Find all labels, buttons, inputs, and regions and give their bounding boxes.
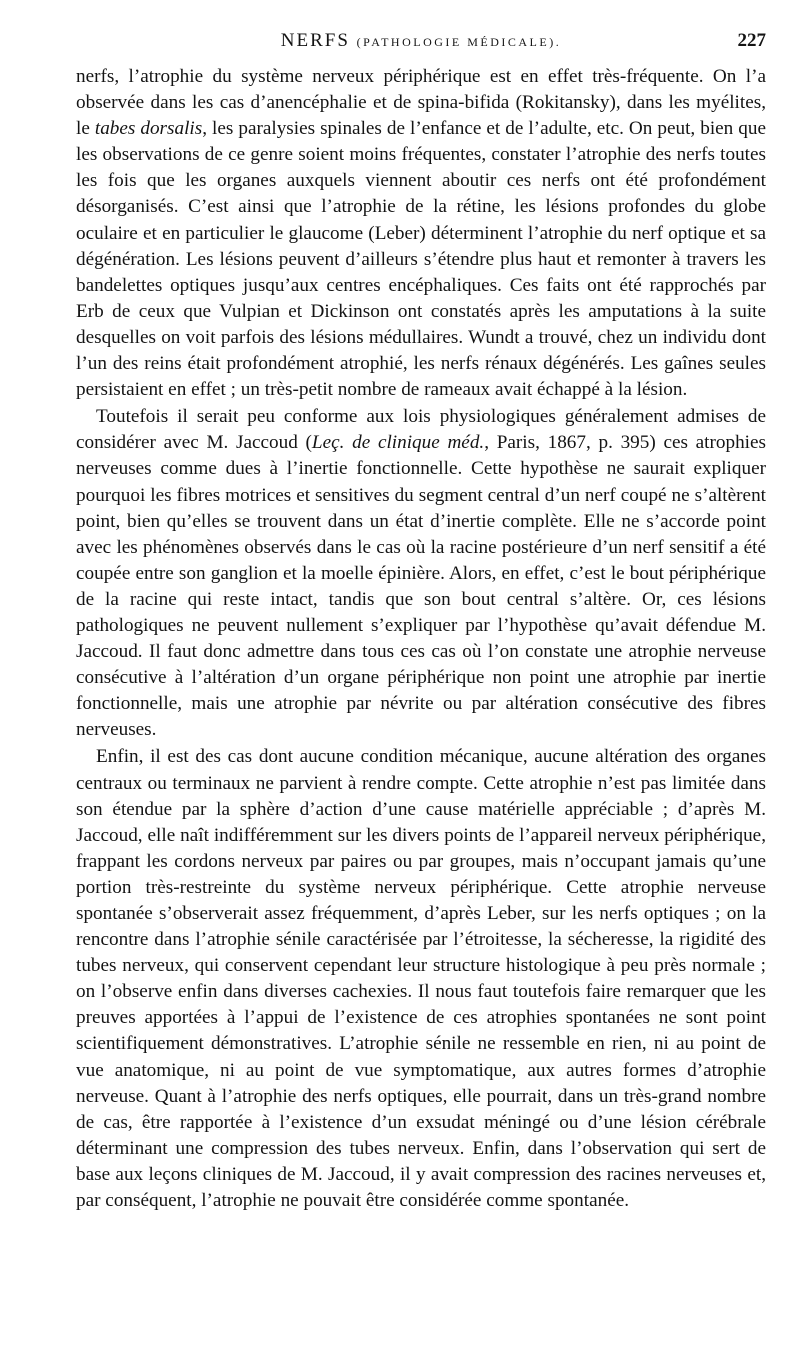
running-head	[76, 30, 766, 58]
paragraph-2-italic: Leç. de clinique méd.	[311, 432, 485, 454]
page-number: 227	[737, 30, 766, 51]
paragraph-2	[76, 404, 766, 743]
running-head-title-sub: (PATHOLOGIE MÉDICALE).	[356, 35, 562, 49]
paragraph-2-part-c: , Paris, 1867, p. 395) ces atrophies nerveuses comme dues à l’inertie fonctionnelle. Cette hypothèse ne saurait expliquer pourquoi les fibres motrices et sensitives du segment central d’un nerf coupé ne s’altèrent point, bien qu’elles se trouvent dans un état d’inertie complète. Elle ne s’accorde point avec les phénomènes observés dans le cas où la racine postérieure d’un nerf sensitif a été coupée entre son ganglion et la moelle épinière. Alors, en effet, c’est le bout périphérique de la racine qui reste intact, tandis que son bout central s’altère. Or, ces lésions pathologiques ne peuvent nullement s’expliquer par l’hypothèse qu’avait défendue M. Jaccoud. Il faut donc admettre dans tous ces cas où l’on constate une atrophie nerveuse consécutive à l’altération d’un organe périphérique non point une atrophie par inertie fonctionnelle, mais une atrophie par névrite ou par altération consécutive des fibres nerveuses.	[76, 432, 766, 741]
paragraph-1	[76, 64, 766, 403]
paragraph-3: Enfin, il est des cas dont aucune condition mécanique, aucune altération des organes centraux ou terminaux ne parvient à rendre compte. Cette atrophie n’est pas limitée dans son étendue par la sphère d’action d’une cause matérielle appréciable ; d’après M. Jaccoud, elle naît indifféremment sur les divers points de l’appareil nerveux périphérique, frappant les cordons nerveux par paires ou par groupes, mais n’occupant jamais qu’une portion très-restreinte du système nerveux périphérique. Cette atrophie nerveuse spontanée s’observerait assez fréquemment, d’après Leber, sur les nerfs optiques ; on la rencontre dans l’atrophie sénile caractérisée par l’étroitesse, la sécheresse, la rigidité des tubes nerveux, qui conservent cependant leur structure histologique à peu près normale ; on l’observe enfin dans diverses cachexies. Il nous faut toutefois faire remarquer que les preuves apportées à l’appui de l’existence de ces atrophies spontanées ne sont point scientifiquement démonstratives. L’atrophie sénile ne ressemble en rien, ni au point de vue anatomique, ni au point de vue symptomatique, aux autres formes d’atrophie nerveuse. Quant à l’atrophie des nerfs optiques, elle pourrait, dans un très-grand nombre de cas, être rapportée à l’existence d’un exsudat méningé ou d’une lésion cérébrale déterminant une compression des tubes nerveux. Enfin, dans l’observation qui sert de base aux leçons cliniques de M. Jaccoud, il y avait compression des racines nerveuses et, par conséquent, l’atrophie ne pouvait être considérée comme spontanée.	[76, 746, 766, 1212]
body-text	[76, 64, 766, 1214]
running-head-title	[76, 30, 766, 52]
paragraph-1-part-c: , les paralysies spinales de l’enfance et de l’adulte, etc. On peut, bien que les observations de ce genre soient moins fréquentes, constater l’atrophie des nerfs toutes les fois que les organes auxquels viennent aboutir ces nerfs ont été profondément désorganisés. C’est ainsi que l’atrophie de la rétine, les lésions profondes du globe oculaire et en particulier le glaucome (Leber) déterminent l’atrophie du nerf optique et sa dégénération. Les lésions peuvent d’ailleurs s’étendre plus haut et remonter à travers les bandelettes optiques jusqu’aux centres encéphaliques. Ces faits ont été rapprochés par Erb de ceux que Vulpian et Dickinson ont constatés après les amputations à la suite desquelles on voit parfois des lésions médullaires. Wundt a trouvé, chez un individu dont l’un des reins était profondément atrophié, les nerfs rénaux dégénérés. Les gaînes seules persistaient en effet ; un très-petit nombre de rameaux avait échappé à la lésion.	[76, 118, 766, 401]
paragraph-1-part-a: nerfs, l’atrophie du système nerveux périphérique est en effet très-fréquente. On l’a observée dans les cas d’anencéphalie et de spina-bifida (Rokitansky), dans les myélites, le	[76, 66, 766, 140]
paragraph-2-part-a: Toutefois il serait peu conforme aux lois physiologiques généralement admises de considérer avec M. Jaccoud (	[76, 406, 766, 454]
paragraph-1-italic: tabes dorsalis	[94, 118, 203, 140]
running-head-title-main: NERFS	[280, 30, 357, 51]
